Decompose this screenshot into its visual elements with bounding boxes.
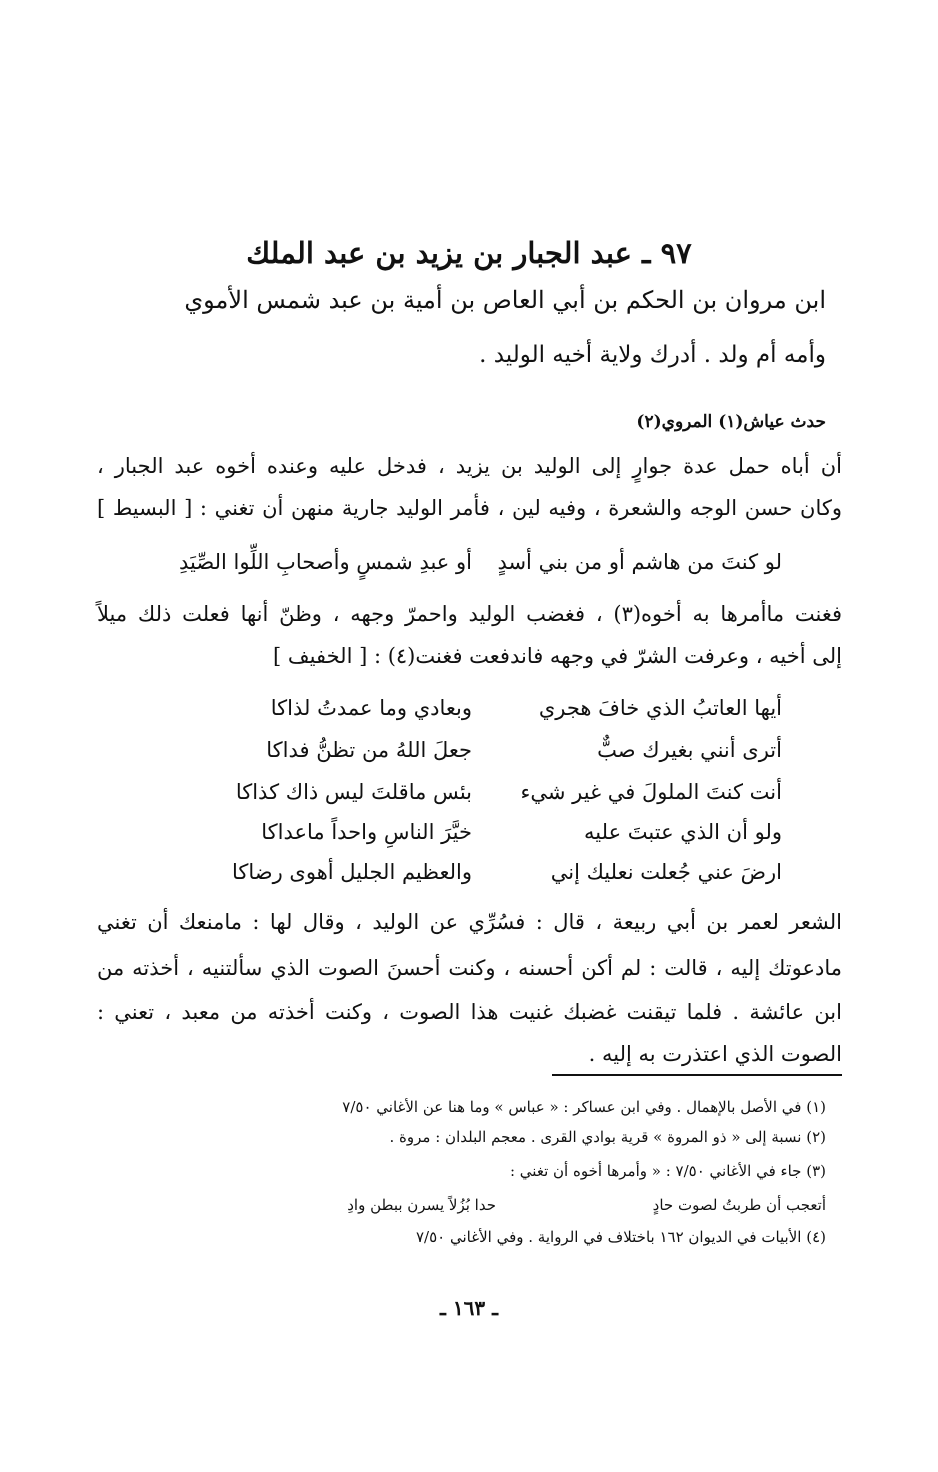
poem-verse-4-second: خيَّرَ الناسِ واحداً ماعداكا (261, 820, 472, 844)
verse-1 (97, 550, 842, 584)
lineage-line: ابن مروان بن الحكم بن أبي العاص بن أمية بن عبد شمس الأموي (184, 286, 826, 314)
poem-verse-1-first: أيها العاتبُ الذي خافَ هجري (538, 696, 782, 720)
poem-verse-4 (97, 820, 842, 854)
footnote-4: (٤) الأبيات في الديوان ١٦٢ باختلاف في الرواية . وفي الأغاني ٧/٥٠ (416, 1228, 826, 1246)
verse-1-second-hemistich: أو عبدِ شمسٍ وأصحابِ اللِّوا الصِّيَدِ (179, 550, 472, 574)
page-number: ـ ١٦٣ ـ (440, 1296, 498, 1320)
footnote-3: (٣) جاء في الأغاني ٧/٥٠ : « وأمرها أخوه أن تغني : (509, 1162, 826, 1180)
poem-verse-1 (97, 696, 842, 730)
narration2-line-2: إلى أخيه ، وعرفت الشرّ في وجهه فاندفعت فغنت(٤) : [ الخفيف ] (273, 644, 842, 668)
poem-verse-5-first: ارضَ عني جُعلت نعليك إني (550, 860, 782, 884)
poem-verse-4-first: ولو أن الذي عتبتَ عليه (584, 820, 782, 844)
footnote-3-verse (236, 1196, 826, 1218)
closing-line-2: مادعوتك إليه ، قالت : لم أكن أحسنه ، وكنت أحسنَ الصوت الذي سألتنيه ، أخذته من (97, 956, 842, 980)
narration2-line-1: فغنت ماأمرها به أخوه(٣) ، فغضب الوليد واحمرّ وجهه ، وظنّ أنها فعلت ذلك ميلاً (97, 602, 843, 626)
poem-verse-3 (97, 780, 842, 814)
closing-line-3: ابن عائشة . فلما تيقنت غضبك غنيت هذا الصوت ، وكنت أخذته من معبد ، تعني : (97, 1000, 842, 1024)
footnote-2: (٢) نسبة إلى « ذو المروة » قرية بوادي القرى . معجم البلدان : مروة . (389, 1128, 826, 1146)
mother-line: وأمه أم ولد . أدرك ولاية أخيه الوليد . (479, 342, 826, 368)
entry-title: ٩٧ ـ عبد الجبار بن يزيد بن عبد الملك (246, 236, 692, 270)
footnote-3-verse-second: حدا بُزُلاً يسرن ببطن وادِ (347, 1196, 496, 1214)
verse-1-first-hemistich: لو كنتَ من هاشم أو من بني أسدٍ (497, 550, 782, 574)
closing-line-4: الصوت الذي اعتذرت به إليه . (588, 1042, 842, 1066)
poem-verse-3-second: بئس ماقلتَ ليس ذاك كذاكا (235, 780, 472, 804)
footnote-divider (552, 1074, 842, 1076)
narration-line-1: أن أباه حمل عدة جوارٍ إلى الوليد بن يزيد ، فدخل عليه وعنده أخوه عبد الجبار ، (97, 454, 842, 478)
poem-verse-3-first: أنت كنتَ الملولَ في غير شيء (520, 780, 782, 804)
poem-verse-5 (97, 860, 842, 894)
poem-verse-2 (97, 738, 842, 772)
footnote-1: (١) في الأصل بالإهمال . وفي ابن عساكر : « عباس » وما هنا عن الأغاني ٧/٥٠ (342, 1098, 826, 1116)
narration-line-2: وكان حسن الوجه والشعرة ، وفيه لين ، فأمر الوليد جارية منهن أن تغني : [ البسيط ] (97, 496, 842, 520)
poem-verse-2-first: أترى أنني بغيرك صبٌّ (597, 738, 782, 762)
footnote-3-verse-first: أتعجب أن طربتُ لصوت حادٍ (652, 1196, 826, 1214)
narrator-line: حدث عياش(١) المروي(٢) (636, 412, 826, 432)
poem-verse-5-second: والعظيم الجليل أهوى رضاكا (231, 860, 472, 884)
poem-verse-2-second: جعلَ اللهُ من تظنُّ فداكا (266, 738, 472, 762)
closing-line-1: الشعر لعمر بن أبي ربيعة ، قال : فسُرِّي عن الوليد ، وقال لها : مامنعك أن تغني (97, 910, 842, 934)
poem-verse-1-second: وبعادي وما عمدتُ لذاكا (270, 696, 472, 720)
